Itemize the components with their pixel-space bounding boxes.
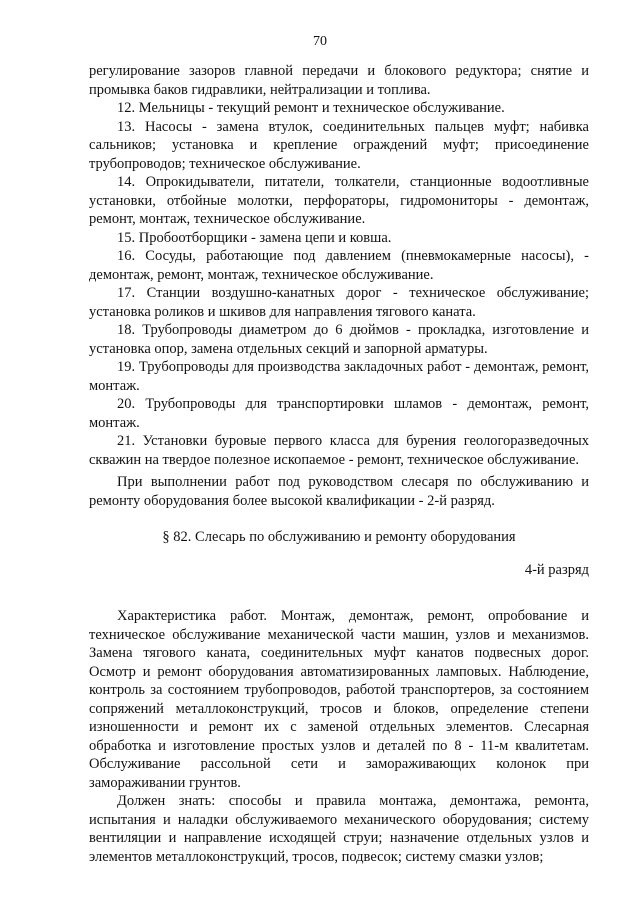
paragraph-item-13: 13. Насосы - замена втулок, соединительных пальцев муфт; набивка сальников; установка и крепление ограждений муфт; присоединение трубопроводов; техническое обслуживание.: [89, 118, 589, 172]
paragraph-continuation: регулирование зазоров главной передачи и блокового редуктора; снятие и промывка баков гидравлики, нейтрализации и топлива.: [89, 63, 589, 98]
paragraph-item-18: 18. Трубопроводы диаметром до 6 дюймов - прокладка, изготовление и установка опор, замена отдельных секций и запорной арматуры.: [89, 322, 589, 357]
paragraph-item-17: 17. Станции воздушно-канатных дорог - техническое обслуживание; установка роликов и шкивов для направления тягового каната.: [89, 285, 589, 320]
paragraph-item-21: 21. Установки буровые первого класса для бурения геологоразведочных скважин на твердое полезное ископаемое - ремонт, техническое обслуживание.: [89, 433, 589, 468]
paragraph-item-14: 14. Опрокидыватели, питатели, толкатели, станционные водоотливные установки, отбойные молотки, перфораторы, гидромониторы - демонтаж, ремонт, монтаж, техническое обслуживание.: [89, 174, 589, 227]
paragraph-item-16: 16. Сосуды, работающие под давлением (пневмокамерные насосы), - демонтаж, ремонт, монтаж, техническое обслуживание.: [89, 248, 589, 283]
page-number: 70: [313, 34, 327, 49]
section-heading: § 82. Слесарь по обслуживанию и ремонту оборудования: [162, 529, 516, 545]
paragraph-item-12: 12. Мельницы - текущий ремонт и техническое обслуживание.: [117, 100, 505, 116]
paragraph-note-grade-2: При выполнении работ под руководством слесаря по обслуживанию и ремонту оборудования более высокой квалификации - 2-й разряд.: [89, 474, 589, 509]
paragraph-item-19: 19. Трубопроводы для производства закладочных работ - демонтаж, ремонт, монтаж.: [89, 359, 589, 394]
paragraph-item-15: 15. Пробоотборщики - замена цепи и ковша.: [117, 229, 392, 246]
paragraph-must-know: Должен знать: способы и правила монтажа, демонтажа, ремонта, испытания и наладки обслуживаемого механического оборудования; систему вентиляции и направление исходящей струи; назначение отдельных узлов и элементов металлоконструкций, тросов, подвесок; систему смазки узлов;: [89, 793, 589, 865]
document-body: [89, 62, 589, 866]
paragraph-characteristic: Характеристика работ. Монтаж, демонтаж, ремонт, опробование и техническое обслуживание механической части машин, узлов и механизмов. Замена тягового каната, соединительных муфт канатов подвесных дорог. Осмотр и ремонт оборудования автоматизированных ламповых. Наблюдение, контроль за состоянием трубопроводов, работой транспортеров, за состоянием сопряжений металлоконструкций, тросов и блоков, определение степени изношенности и ремонт их с заменой отдельных элементов. Слесарная обработка и изготовление простых узлов и деталей по 8 - 11-м квалитетам. Обслуживание рассольной сети и замораживающих колонок при замораживании грунтов.: [89, 608, 589, 791]
grade-label: 4-й разряд: [524, 561, 589, 578]
paragraph-item-20: 20. Трубопроводы для транспортировки шламов - демонтаж, ремонт, монтаж.: [89, 396, 589, 431]
